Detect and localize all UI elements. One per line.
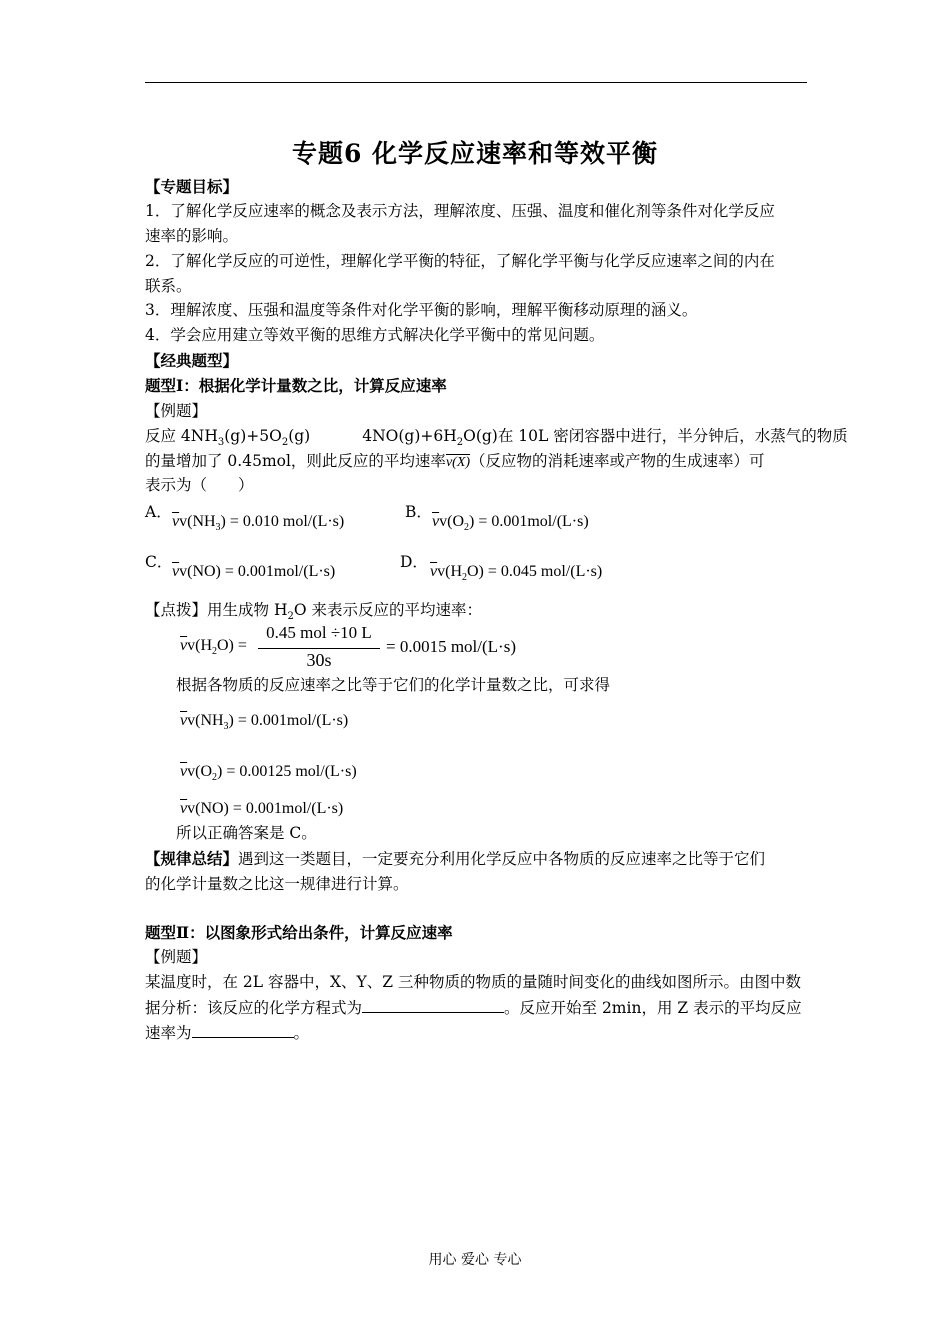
result-o2: $\overline{v}v(O_2) = 0.00125$ mol/(L·s) [180,763,357,784]
header-rule [145,82,807,83]
objective-line: 2．了解化学反应的可逆性，理解化学平衡的特征，了解化学平衡与化学反应速率之间的内在 [145,252,775,270]
question-line-3: 表示为（ ） [145,476,254,494]
type1-example-label: 【例题】 [145,402,208,420]
equation-answer-blank[interactable] [362,996,504,1013]
type2-line-3: 速率为 。 [145,1021,309,1044]
ratio-text: 根据各物质的反应速率之比等于它们的化学计量数之比，可求得 [176,676,611,694]
option-b-expression: $\overline{v}v(O_2) = 0.001mol/(L\cdot s)$ [432,513,589,534]
calc-rhs: = 0.0015 mol/(L·s) [386,637,516,656]
objective-line: 1．了解化学反应速率的概念及表示方法，理解浓度、压强、温度和催化剂等条件对化学反应 [145,202,775,220]
calc-numerator: 0.45 mol ÷10 L [266,623,372,642]
type2-line-2: 据分析：该反应的化学方程式为 。反应开始至 2min，用 Z 表示的平均反应 [145,996,802,1019]
objective-line: 联系。 [145,277,192,295]
option-a-label: A． [145,503,172,521]
objectives-heading: 【专题目标】 [145,177,239,196]
option-c-expression: $\overline{v}v(NO) = 0.001mol/(L\cdot s)$ [172,563,336,580]
question-line-1: 反应 $4NH_3(g)+5O_2(g)$ $4NO(g)+6H_2O(g)$在 10L 密闭容器中进行，半分钟后，水蒸气的物质 [145,427,848,449]
type2-title: 题型Ⅱ：以图象形式给出条件，计算反应速率 [145,923,453,942]
question-line-2: 的量增加了 0.45mol，则此反应的平均速率v(X)（反应物的消耗速率或产物的生成速率）可 [145,452,765,470]
page-title: 专题6 化学反应速率和等效平衡 [291,139,659,168]
option-b-label: B． [405,503,432,521]
result-no: $\overline{v}v(NO) = 0.001mol/(L\cdot s)$ [180,800,344,817]
option-d-label: D． [400,553,428,571]
option-a-expression: $\overline{v}v(NH_3) = 0.010$ mol/(L·s) [172,513,345,534]
option-d-expression: $\overline{v}v(H_2O) = 0.045$ mol/(L·s) [430,563,603,584]
objective-line: 速率的影响。 [145,227,239,245]
rate-answer-blank[interactable] [192,1021,294,1038]
summary-line-1: 【规律总结】遇到这一类题目，一定要充分利用化学反应中各物质的反应速率之比等于它们 [145,849,766,868]
result-nh3: $\overline{v}v(NH_3) = 0.001mol/(L\cdot s)$ [180,712,349,733]
calc-denominator: 30s [306,650,332,670]
fraction-bar [258,648,380,649]
answer-line: 所以正确答案是 C。 [176,824,317,842]
calc-lhs: $\overline{v}v(H_2O)$ = [180,637,247,658]
type2-example-label: 【例题】 [145,948,208,966]
objective-line: 4．学会应用建立等效平衡的思维方式解决化学平衡中的常见问题。 [145,326,605,344]
objective-line: 3．理解浓度、压强和温度等条件对化学平衡的影响，理解平衡移动原理的涵义。 [145,301,698,319]
classic-heading: 【经典题型】 [145,351,239,370]
page-footer: 用心 爱心 专心 [428,1252,522,1268]
hint-line: 【点拨】用生成物 $H_2O$ 来表示反应的平均速率： [145,601,482,623]
summary-line-2: 的化学计量数之比这一规律进行计算。 [145,875,409,893]
option-c-label: C． [145,553,173,571]
type1-title: 题型Ⅰ：根据化学计量数之比，计算反应速率 [145,376,447,395]
type2-line-1: 某温度时，在 2L 容器中，X、Y、Z 三种物质的物质的量随时间变化的曲线如图所示。由图中数 [145,973,801,991]
